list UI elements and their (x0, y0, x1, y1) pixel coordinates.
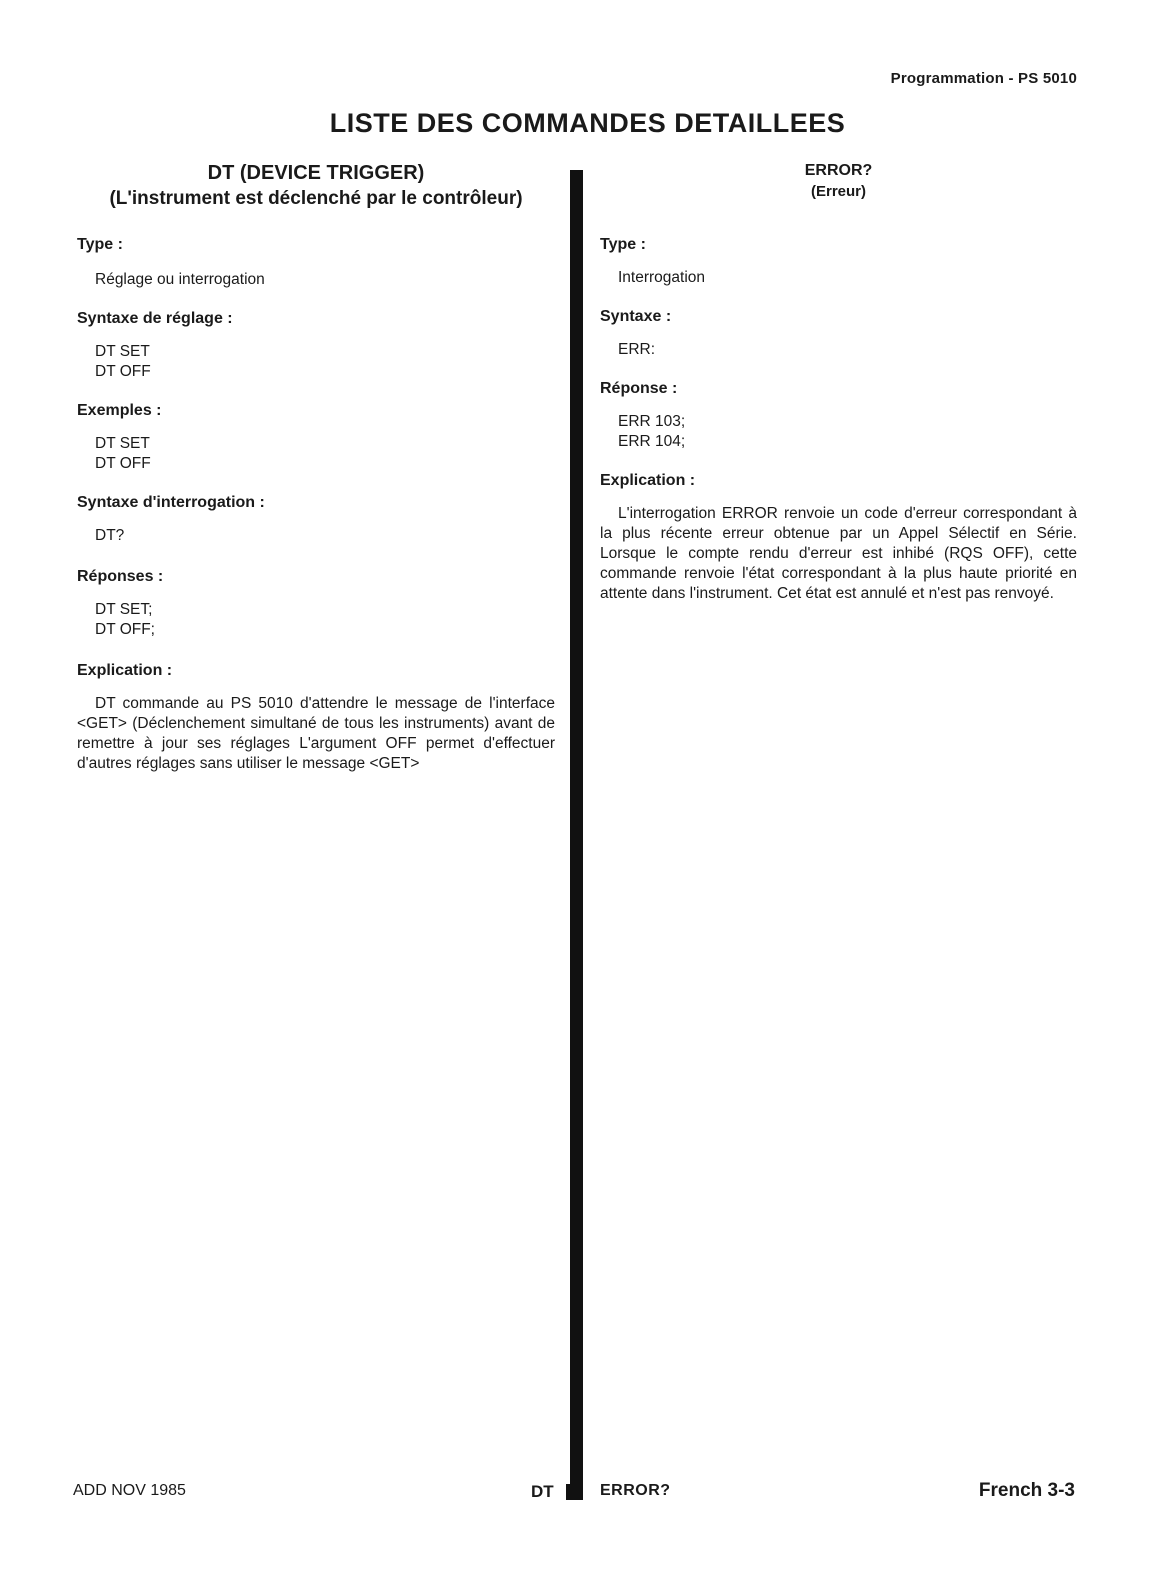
page-title: LISTE DES COMMANDES DETAILLEES (329, 108, 846, 138)
left-command-subtitle: (L'instrument est déclenché par le contrôleur) (109, 188, 523, 209)
right-type-heading: Type : (600, 236, 646, 253)
left-query-syntax-heading: Syntaxe d'interrogation : (77, 494, 265, 511)
right-command-title: ERROR? (804, 162, 873, 179)
left-examples-line2: DT OFF (95, 455, 151, 472)
divider-notch (566, 1484, 583, 1500)
left-responses-line1: DT SET; (95, 601, 153, 618)
footer-right-command: ERROR? (600, 1482, 671, 1499)
running-header: Programmation - PS 5010 (890, 70, 1077, 87)
left-explanation-body: DT commande au PS 5010 d'attendre le message de l'interface <GET> (Déclenchement simultané de tous les instruments) avant de remettre à jour ses réglages L'argument OFF permet d'effectuer d'autres réglages sans utiliser le message <GET> (77, 695, 555, 772)
left-query-syntax-body: DT? (95, 527, 125, 544)
left-command-title: DT (DEVICE TRIGGER) (207, 162, 425, 184)
footer-date: ADD NOV 1985 (73, 1482, 186, 1499)
left-examples-line1: DT SET (95, 435, 150, 452)
left-responses-heading: Réponses : (77, 568, 164, 585)
left-set-syntax-heading: Syntaxe de réglage : (77, 310, 233, 327)
left-type-heading: Type : (77, 236, 123, 253)
footer-page-number: French 3-3 (978, 1480, 1075, 1501)
right-explanation-body: L'interrogation ERROR renvoie un code d'erreur correspondant à la plus récente erreur obtenue par un Appel Sélectif en Série. Lorsque le compte rendu d'erreur est inhibé (RQS OFF), cette commande renvoie l'état correspondant à la plus haute priorité en attente dans l'instrument. Cet état est annulé et n'est pas renvoyé. (600, 505, 1077, 602)
left-examples-heading: Exemples : (77, 402, 162, 419)
left-set-syntax-line1: DT SET (95, 343, 150, 360)
left-explanation-heading: Explication : (77, 662, 173, 679)
left-set-syntax-line2: DT OFF (95, 363, 151, 380)
left-type-body: Réglage ou interrogation (95, 271, 265, 288)
right-explanation-heading: Explication : (600, 472, 696, 489)
right-response-line2: ERR 104; (618, 433, 686, 450)
right-type-body: Interrogation (618, 269, 706, 286)
right-column (600, 160, 1077, 602)
right-response-heading: Réponse : (600, 380, 678, 397)
right-command-subtitle: (Erreur) (810, 183, 866, 200)
column-divider (570, 170, 583, 1500)
right-syntax-body: ERR: (618, 341, 656, 358)
right-syntax-heading: Syntaxe : (600, 308, 672, 325)
left-column (77, 160, 555, 772)
left-responses-line2: DT OFF; (95, 621, 155, 638)
right-response-line1: ERR 103; (618, 413, 686, 430)
footer-left-command: DT (531, 1482, 554, 1501)
